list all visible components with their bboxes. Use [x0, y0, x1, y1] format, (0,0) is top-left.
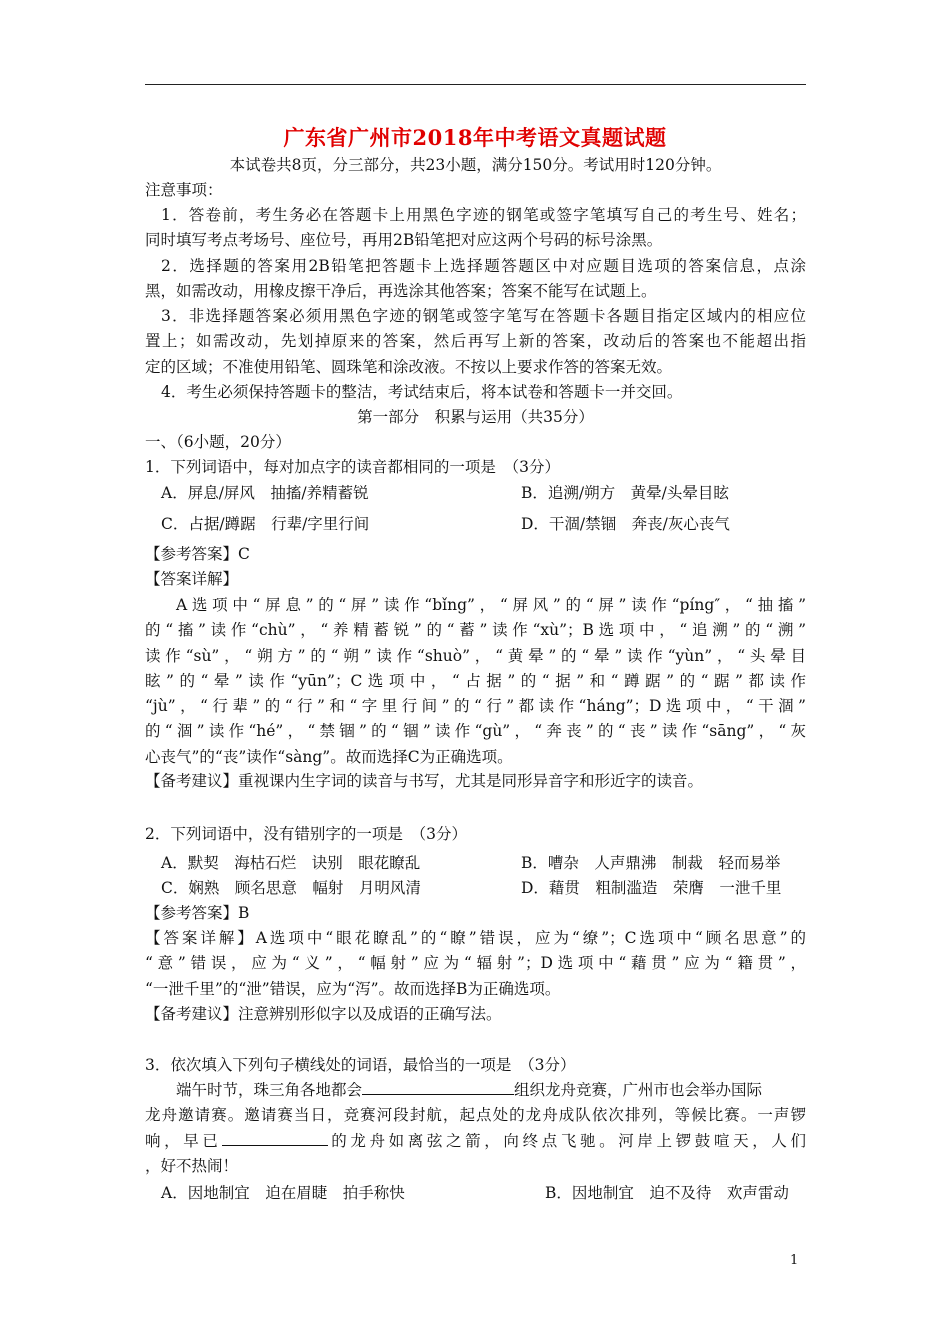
q1-answer: 【参考答案】C — [145, 545, 250, 563]
detail-line: A选项中“屏息”的“屏”读作“bǐng”，“屏风”的“屏”读作“píng″，“抽搐” — [176, 596, 806, 614]
q2-detail — [145, 926, 806, 1002]
q1-option-d: D．干涸/禁锢 奔丧/灰心丧气 — [521, 515, 730, 533]
passage-line: ，好不热闹！ — [145, 1156, 239, 1175]
detail-line: “jù”，“行辈”的“行”和“字里行间”的“行”都读作“háng”；D选项中，“干涸” — [145, 697, 806, 716]
passage-text: 的龙舟如离弦之箭，向终点飞驰。河岸上锣鼓喧天，人们 — [327, 1131, 806, 1150]
detail-line: 的“涸”读作“hé”，“禁锢”的“锢”读作“gù”，“奔丧”的“丧”读作“sāng”，“灰 — [145, 722, 806, 741]
fill-blank — [222, 1131, 328, 1146]
q2-option-d: D．藉贯 粗制滥造 荣膺 一泄千里 — [521, 879, 782, 897]
detail-line: 眩”的“晕”读作“yūn”；C选项中，“占据”的“据”和“蹲踞”的“踞”都读作 — [145, 671, 806, 690]
part-heading: 第一部分 积累与运用（共35分） — [357, 408, 594, 426]
notices — [145, 203, 806, 405]
detail-line: 【答案详解】A选项中“眼花瞭乱”的“瞭”错误，应为“缭”；C选项中“顾名思意”的 — [145, 929, 806, 947]
section-heading: 一、（6小题，20分） — [145, 433, 291, 451]
detail-line: “意”错误，应为“义”，“幅射”应为“辐射”；D选项中“藉贯”应为“籍贯”， — [145, 954, 806, 973]
notice-line: 黑，如需改动，用橡皮擦干净后，再选涂其他答案；答案不能写在试题上。 — [145, 281, 657, 300]
q1-advice: 【备考建议】重视课内生字词的读音与书写，尤其是同形异音字和形近字的读音。 — [145, 772, 704, 790]
q3-option-b: B．因地制宜 迫不及待 欢声雷动 — [545, 1184, 789, 1202]
q2-option-a: A．默契 海枯石烂 诀别 眼花瞭乱 — [161, 854, 421, 872]
q1-option-b: B．追溯/朔方 黄晕/头晕目眩 — [521, 484, 729, 502]
page-title: 广东省广州市2018年中考语文真题试题 — [283, 125, 667, 150]
header-rule — [145, 84, 806, 85]
notice-line: 2．选择题的答案用2B铅笔把答题卡上选择题答题区中对应题目选项的答案信息，点涂 — [161, 256, 806, 275]
passage-text: 端午时节，珠三角各地都会 — [176, 1081, 363, 1099]
detail-line: 的“搐”读作“chù”，“养精蓄锐”的“蓄”读作“xù”；B选项中，“追溯”的“溯” — [145, 621, 806, 640]
intro: 本试卷共8页，分三部分，共23小题，满分150分。考试用时120分钟。 — [229, 156, 722, 174]
q1-option-c: C．占据/蹲踞 行辈/字里行间 — [161, 515, 370, 533]
q2-option-b: B．嘈杂 人声鼎沸 制裁 轻而易举 — [521, 854, 781, 872]
passage-line: 龙舟邀请赛。邀请赛当日，竞赛河段封航，起点处的龙舟成队依次排列，等候比赛。一声锣 — [145, 1106, 806, 1125]
q1-detail — [145, 593, 806, 770]
notice-line: 3．非选择题答案必须用黑色字迹的钢笔或签字笔写在答题卡各题目指定区域内的相应位 — [161, 307, 806, 326]
notice-line: 同时填写考点考场号、座位号，再用2B铅笔把对应这两个号码的标号涂黑。 — [145, 231, 663, 250]
detail-line: 心丧气”的“丧”读作“sàng”。故而选择C为正确选项。 — [145, 747, 513, 766]
detail-line: 读作“sù”，“朔方”的“朔”读作“shuò”，“黄晕”的“晕”读作“yùn”，“头晕目 — [145, 646, 806, 665]
passage-text: 组织龙舟竞赛，广州市也会举办国际 — [514, 1081, 763, 1099]
q3-option-a: A．因地制宜 迫在眉睫 拍手称快 — [161, 1184, 405, 1202]
page-number: 1 — [790, 1253, 799, 1268]
passage-line — [145, 1078, 806, 1103]
q1-stem: 1．下列词语中，每对加点字的读音都相同的一项是 （3分） — [145, 458, 560, 476]
fill-blank — [362, 1080, 514, 1095]
notice-line: 4．考生必须保持答题卡的整洁，考试结束后，将本试卷和答题卡一并交回。 — [161, 383, 683, 402]
q3-passage — [145, 1078, 806, 1179]
q3-stem: 3．依次填入下列句子横线处的词语，最恰当的一项是 （3分） — [145, 1056, 576, 1074]
notice-line: 置上；如需改动，先划掉原来的答案，然后再写上新的答案，改动后的答案也不能超出指 — [145, 332, 806, 351]
q1-option-a: A．屏息/屏风 抽搐/养精蓄锐 — [161, 484, 369, 502]
q2-option-c: C．娴熟 顾名思意 幅射 月明风清 — [161, 879, 421, 897]
q2-advice: 【备考建议】注意辨别形似字以及成语的正确写法。 — [145, 1005, 502, 1023]
passage-line — [145, 1129, 806, 1154]
notice-line: 定的区域；不准使用铅笔、圆珠笔和涂改液。不按以上要求作答的答案无效。 — [145, 357, 673, 376]
notice-heading: 注意事项： — [145, 181, 223, 199]
detail-line: “一泄千里”的“泄”错误，应为“泻”。故而选择B为正确选项。 — [145, 979, 561, 998]
q2-answer: 【参考答案】B — [145, 904, 250, 922]
q1-detail-heading: 【答案详解】 — [145, 570, 239, 588]
passage-text: 响，早已 — [145, 1131, 222, 1150]
notice-line: 1．答卷前，考生务必在答题卡上用黑色字迹的钢笔或签字笔填写自己的考生号、姓名； — [161, 206, 806, 224]
q2-stem: 2．下列词语中，没有错别字的一项是 （3分） — [145, 825, 467, 843]
